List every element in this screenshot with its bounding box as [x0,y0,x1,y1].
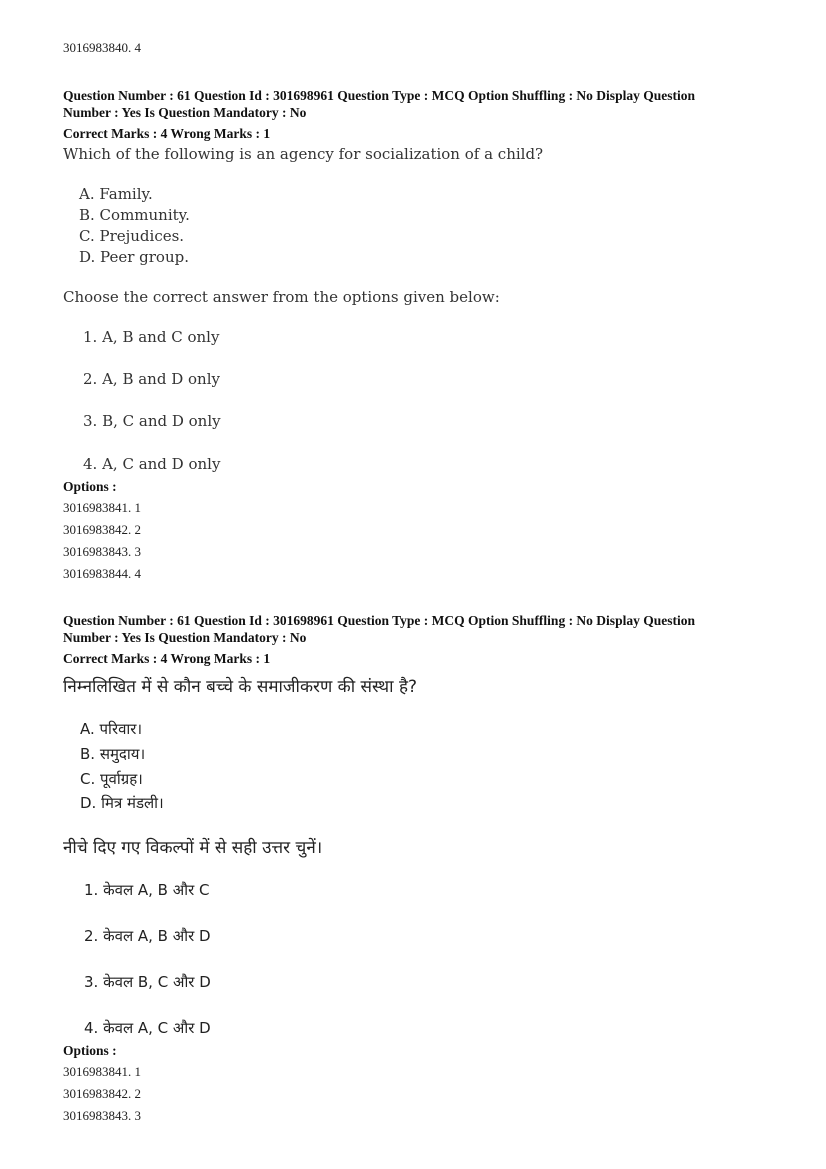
option-id-line: 3016983844. 4 [63,566,141,581]
choice-3: 3. केवल B, C और D [84,973,211,991]
instruction-text: Choose the correct answer from the options given below: [63,288,500,306]
option-id-line: 3016983842. 2 [63,522,141,537]
question-meta-line-1: Question Number : 61 Question Id : 301698961 Question Type : MCQ Option Shuffling : No Display Question [63,88,695,103]
choice-3: 3. B, C and D only [83,412,221,430]
choice-1: 1. केवल A, B और C [84,881,210,899]
question-meta-line-2: Number : Yes Is Question Mandatory : No [63,630,307,645]
statement-b: B. समुदाय। [80,745,146,763]
options-label: Options : [63,1043,117,1058]
statement-c: C. पूर्वाग्रह। [80,770,143,788]
question-text: निम्नलिखित में से कौन बच्चे के समाजीकरण की संस्था है? [63,677,418,697]
choice-4: 4. A, C and D only [83,455,221,473]
statement-a: A. परिवार। [80,720,143,738]
option-id-line: 3016983841. 1 [63,500,141,515]
option-id-line: 3016983842. 2 [63,1086,141,1101]
question-text: Which of the following is an agency for socialization of a child? [63,145,544,163]
statement-a: A. Family. [79,185,153,203]
statement-d: D. मित्र मंडली। [80,794,164,812]
question-meta-line-1: Question Number : 61 Question Id : 301698961 Question Type : MCQ Option Shuffling : No Display Question [63,613,695,628]
choice-2: 2. A, B and D only [83,370,220,388]
option-id-line: 3016983843. 3 [63,544,141,559]
option-id-line: 3016983843. 3 [63,1108,141,1123]
marks-line: Correct Marks : 4 Wrong Marks : 1 [63,126,271,141]
option-id-line: 3016983841. 1 [63,1064,141,1079]
choice-2: 2. केवल A, B और D [84,927,211,945]
options-label: Options : [63,479,117,494]
previous-option-line: 3016983840. 4 [63,40,141,55]
marks-line: Correct Marks : 4 Wrong Marks : 1 [63,651,271,666]
statement-d: D. Peer group. [79,248,189,266]
statement-b: B. Community. [79,206,190,224]
instruction-text: नीचे दिए गए विकल्पों में से सही उत्तर चुनें। [63,838,323,858]
choice-1: 1. A, B and C only [83,328,220,346]
statement-c: C. Prejudices. [79,227,185,245]
question-meta-line-2: Number : Yes Is Question Mandatory : No [63,105,307,120]
choice-4: 4. केवल A, C और D [84,1019,211,1037]
